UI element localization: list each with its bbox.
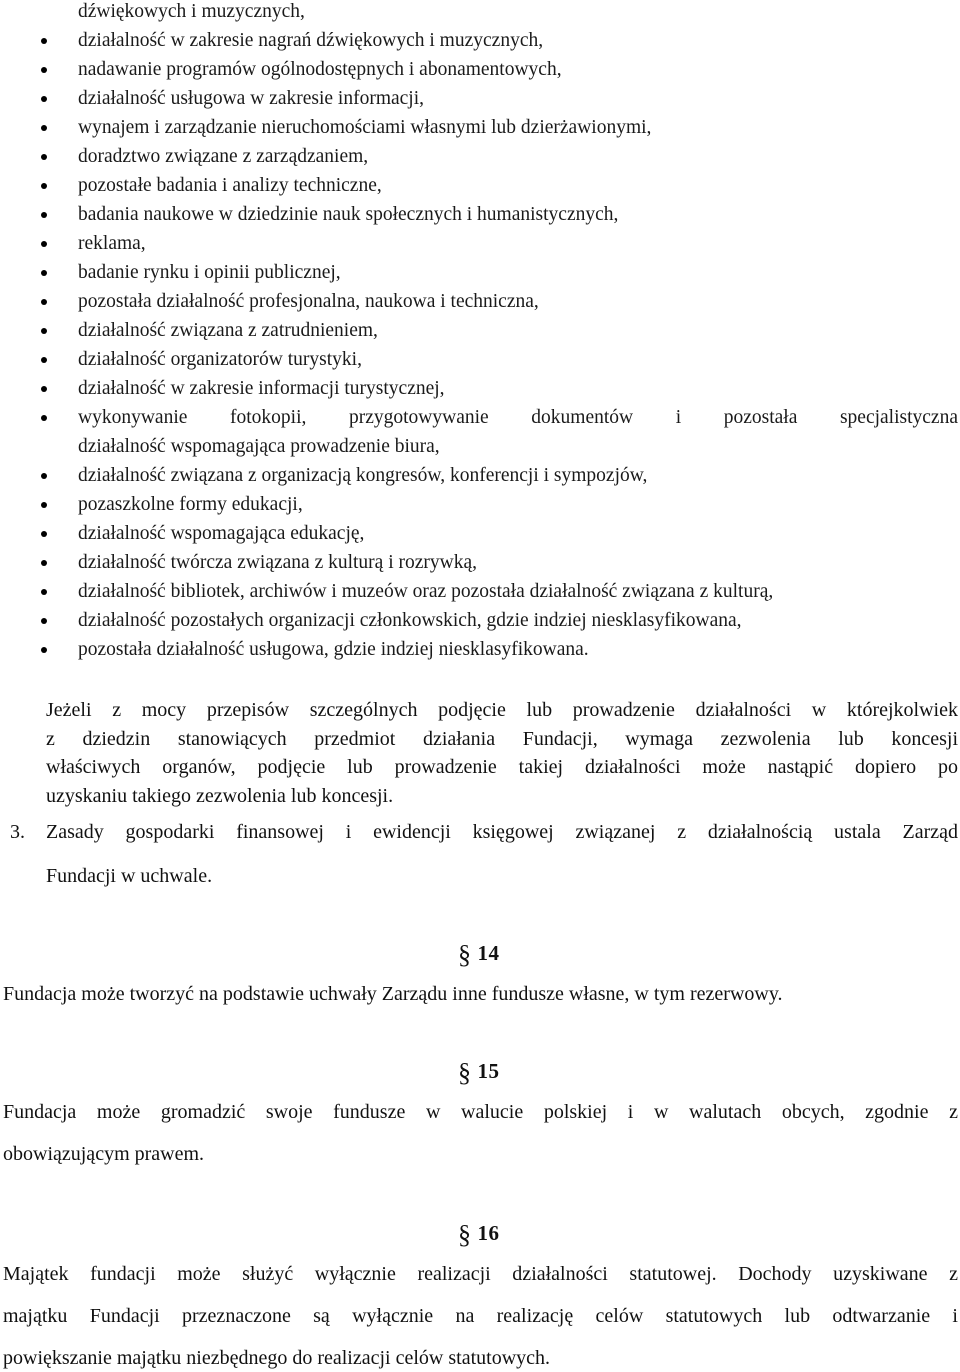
paragraph-line: Fundacji w uchwale. xyxy=(46,865,213,887)
paragraph-line: Fundacja może gromadzić swoje fundusze w walucie polskiej i w walutach obcych, zgodnie z xyxy=(3,1101,958,1123)
paragraph-line: obowiązującym prawem. xyxy=(3,1143,205,1165)
paragraph-line: z dziedzin stanowiących przedmiot działania Fundacji, wymaga zezwolenia lub koncesji xyxy=(46,727,958,750)
paragraph-line: Jeżeli z mocy przepisów szczególnych podjęcie lub prowadzenie działalności w którejkolwiek xyxy=(46,699,958,721)
bullet-icon xyxy=(41,270,47,276)
list-item-text: działalność w zakresie informacji turystycznej, xyxy=(78,378,445,399)
list-item-text: reklama, xyxy=(78,233,146,254)
list-item xyxy=(0,84,960,113)
list-item xyxy=(0,519,960,548)
list-item-text: wykonywanie fotokopii, przygotowywanie dokumentów i pozostała specjalistyczna xyxy=(78,407,958,428)
bullet-icon xyxy=(41,38,47,44)
list-item-text: działalność w zakresie nagrań dźwiękowych i muzycznych, xyxy=(78,30,544,51)
list-item xyxy=(0,26,960,55)
list-item xyxy=(0,461,960,490)
list-item-text: pozostałe badania i analizy techniczne, xyxy=(78,175,382,196)
permit-paragraph xyxy=(46,696,958,810)
list-item-text: działalność twórcza związana z kulturą i rozrywką, xyxy=(78,552,478,573)
bullet-icon xyxy=(41,357,47,363)
bullet-icon xyxy=(41,618,47,624)
paragraph-line: Majątek fundacji może służyć wyłącznie realizacji działalności statutowej. Dochody uzyskiwane z xyxy=(3,1263,958,1285)
bullet-icon xyxy=(41,473,47,479)
section-heading-15 xyxy=(458,1056,500,1085)
list-item xyxy=(0,0,960,26)
bullet-icon xyxy=(41,183,47,189)
bullet-icon xyxy=(41,328,47,334)
list-item-text: działalność organizatorów turystyki, xyxy=(78,349,362,370)
bullet-icon xyxy=(41,67,47,73)
list-item xyxy=(0,606,960,635)
list-item xyxy=(0,200,960,229)
list-item xyxy=(0,229,960,258)
list-item xyxy=(0,548,960,577)
bullet-icon xyxy=(41,647,47,653)
list-item xyxy=(0,113,960,142)
item-number: 3. xyxy=(10,821,25,843)
paragraph-line: uzyskaniu takiego zezwolenia lub koncesji. xyxy=(46,784,394,807)
list-item xyxy=(0,374,960,403)
bullet-icon xyxy=(41,589,47,595)
bullet-icon xyxy=(41,386,47,392)
item-body xyxy=(46,818,958,890)
list-item-text: działalność związana z zatrudnieniem, xyxy=(78,320,378,341)
list-item-text: pozaszkolne formy edukacji, xyxy=(78,494,303,515)
list-item-text: działalność pozostałych organizacji członkowskich, gdzie indziej niesklasyfikowana, xyxy=(78,610,742,631)
bullet-icon xyxy=(41,125,47,131)
section-number: 15 xyxy=(477,1059,500,1083)
list-item xyxy=(0,55,960,84)
list-item-text: działalność wspomagająca edukację, xyxy=(78,523,365,544)
paragraph-line: właściwych organów, podjęcie lub prowadzenie takiej działalności może nastąpić dopiero po xyxy=(46,756,958,778)
list-item-text: działalność usługowa w zakresie informacji, xyxy=(78,88,425,109)
bullet-icon xyxy=(41,502,47,508)
bullet-icon xyxy=(41,531,47,537)
list-item xyxy=(0,142,960,171)
list-item xyxy=(0,287,960,316)
list-item xyxy=(0,577,960,606)
paragraph-line: majątku Fundacji przeznaczone są wyłącznie na realizację celów statutowych lub odtwarzanie i xyxy=(3,1305,958,1327)
bullet-icon xyxy=(41,560,47,566)
list-item xyxy=(0,258,960,287)
list-item-text: doradztwo związane z zarządzaniem, xyxy=(78,146,369,167)
list-item-text: działalność związana z organizacją kongresów, konferencji i sympozjów, xyxy=(78,465,648,486)
list-item-text: nadawanie programów ogólnodostępnych i abonamentowych, xyxy=(78,59,562,80)
section-14-text xyxy=(3,980,958,1008)
section-heading-14 xyxy=(458,938,500,967)
section-symbol: § xyxy=(458,1058,472,1087)
list-item xyxy=(0,490,960,519)
list-item-text: badania naukowe w dziedzinie nauk społecznych i humanistycznych, xyxy=(78,204,619,225)
list-item-text: działalność bibliotek, archiwów i muzeów oraz pozostała działalność związana z kulturą, xyxy=(78,581,774,602)
bullet-icon xyxy=(41,154,47,160)
bullet-icon xyxy=(41,212,47,218)
section-heading-16 xyxy=(458,1218,500,1247)
list-item xyxy=(0,635,960,664)
list-item-text: wynajem i zarządzanie nieruchomościami własnymi lub dzierżawionymi, xyxy=(78,117,652,138)
activity-list xyxy=(0,0,960,664)
section-symbol: § xyxy=(458,1220,472,1249)
list-item xyxy=(0,171,960,200)
list-item-text-continued: działalność wspomagająca prowadzenie biura, xyxy=(78,436,440,457)
paragraph-line: powiększanie majątku niezbędnego do realizacji celów statutowych. xyxy=(3,1347,551,1369)
section-number: 16 xyxy=(477,1221,500,1245)
list-item-text: dźwiękowych i muzycznych, xyxy=(78,1,305,22)
list-item xyxy=(0,316,960,345)
section-number: 14 xyxy=(477,941,500,965)
list-item xyxy=(0,403,960,461)
section-16-text xyxy=(3,1260,958,1372)
bullet-icon xyxy=(41,241,47,247)
list-item-text: pozostała działalność profesjonalna, naukowa i techniczna, xyxy=(78,291,539,312)
paragraph-line: Fundacja może tworzyć na podstawie uchwały Zarządu inne fundusze własne, w tym rezerwowy. xyxy=(3,983,783,1005)
section-15-text xyxy=(3,1098,958,1168)
list-item-text: pozostała działalność usługowa, gdzie indziej niesklasyfikowana. xyxy=(78,639,589,660)
bullet-icon xyxy=(41,96,47,102)
bullet-icon xyxy=(41,299,47,305)
paragraph-line: Zasady gospodarki finansowej i ewidencji księgowej związanej z działalnością ustala Zarząd xyxy=(46,821,958,843)
list-item-text: badanie rynku i opinii publicznej, xyxy=(78,262,341,283)
section-symbol: § xyxy=(458,940,472,969)
list-item xyxy=(0,345,960,374)
bullet-icon xyxy=(41,415,47,421)
